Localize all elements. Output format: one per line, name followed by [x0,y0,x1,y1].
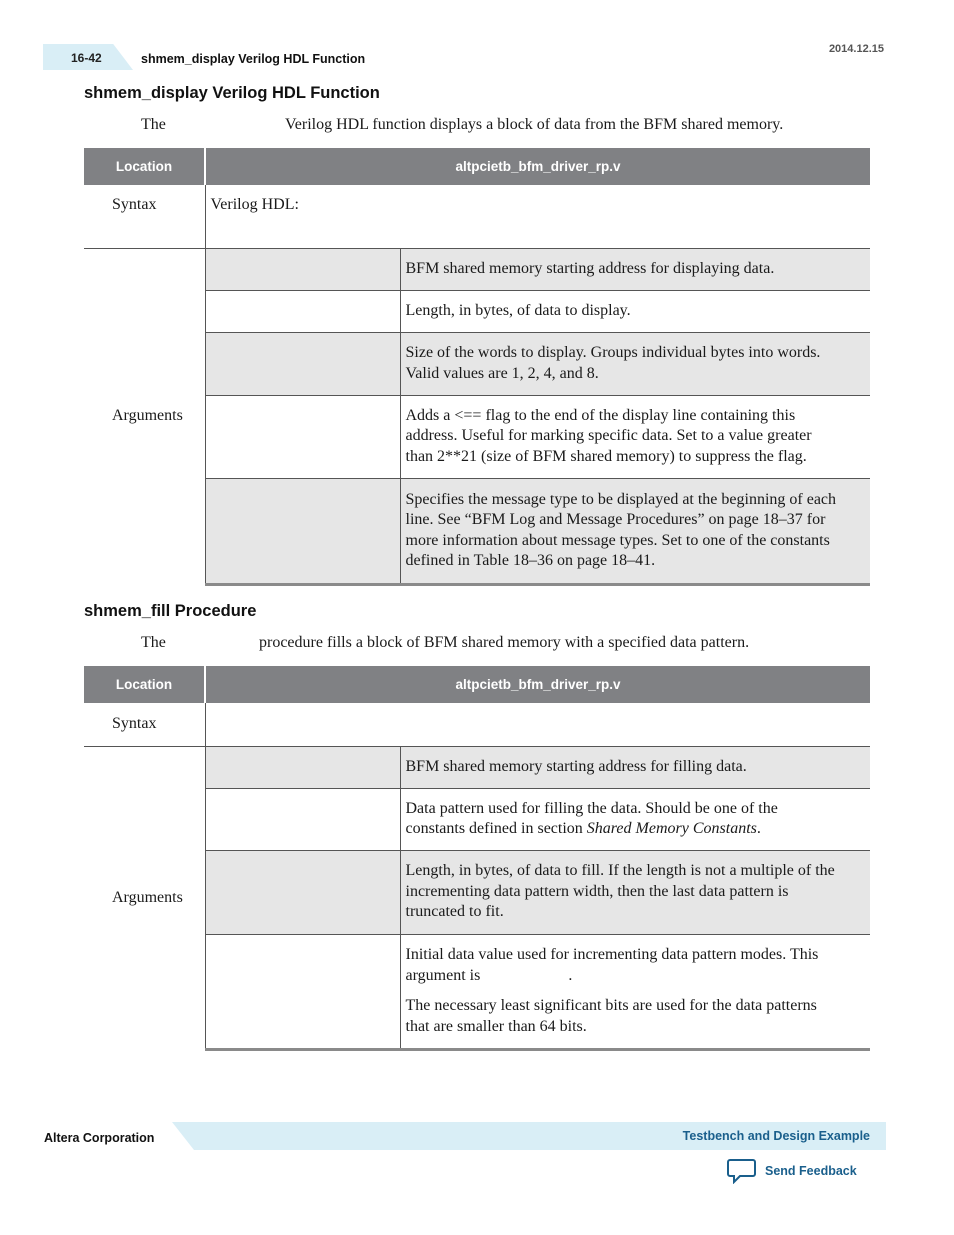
location-row [84,148,870,185]
argument-name [205,332,400,395]
argument-row [84,746,870,788]
argument-name [205,395,400,478]
syntax-value [205,703,870,746]
location-value: altpcietb_bfm_driver_rp.v [205,148,870,185]
location-value: altpcietb_bfm_driver_rp.v [205,666,870,703]
argument-text-end: . [568,966,573,984]
intro-the: The [141,116,166,133]
arguments-label: Arguments [84,248,205,584]
running-title: shmem_display Verilog HDL Function [141,52,366,66]
argument-name [205,746,400,788]
send-feedback-label: Send Feedback [765,1164,857,1178]
syntax-row [84,703,870,746]
location-label: Location [84,148,205,185]
location-row [84,666,870,703]
intro-text: procedure fills a block of BFM shared memory with a specified data pattern. [259,634,750,651]
arguments-label: Arguments [84,746,205,1049]
intro-the: The [141,634,166,651]
argument-description: Adds a <== flag to the end of the display line containing this address. Useful for marking specific data. Set to a value greater than 2**21 (size of BFM shared memory) to suppress the flag. [400,395,870,478]
argument-row [84,248,870,290]
intro-text: Verilog HDL function displays a block of data from the BFM shared memory. [285,116,784,133]
location-label: Location [84,666,205,703]
argument-text: Initial data value used for incrementing data pattern modes. This argument is [405,946,819,984]
argument-name [205,934,400,1049]
section-reference: Shared Memory Constants [586,820,757,837]
syntax-value: Verilog HDL: [210,196,299,213]
company-name: Altera Corporation [44,1131,155,1145]
argument-description [400,788,870,850]
argument-name [205,290,400,332]
revision-date: 2014.12.15 [828,43,884,55]
syntax-row [84,185,870,248]
argument-text-end: . [756,820,761,837]
argument-name [205,248,400,290]
argument-text: Data pattern used for filling the data. Should be one of the constants defined in section [405,799,778,837]
argument-description: Size of the words to display. Groups individual bytes into words. Valid values are 1, 2, 4, and 8. [400,332,870,395]
syntax-label: Syntax [84,703,205,746]
shmem-display-table [84,148,870,586]
argument-description: Specifies the message type to be displayed at the beginning of each line. See “BFM Log and Message Procedures” on page 18–37 for more information about message types. Set to one of the constants defined in Table 18–36 on page 18–41. [400,478,870,584]
argument-description: Length, in bytes, of data to display. [400,290,870,332]
chapter-link[interactable]: Testbench and Design Example [682,1129,870,1143]
argument-name [205,788,400,850]
section-title: shmem_display Verilog HDL Function [84,84,380,102]
page-number: 16-42 [71,51,102,65]
section-title: shmem_fill Procedure [84,602,257,620]
argument-name [205,850,400,934]
send-feedback-link[interactable] [727,1158,857,1184]
argument-description: BFM shared memory starting address for displaying data. [400,248,870,290]
syntax-label: Syntax [84,185,205,248]
shmem-fill-table [84,666,870,1051]
argument-description: Length, in bytes, of data to fill. If the length is not a multiple of the incrementing data pattern width, then the last data pattern is truncated to fit. [400,850,870,934]
argument-description: BFM shared memory starting address for filling data. [400,746,870,788]
argument-description [400,934,870,1049]
speech-bubble-icon [727,1158,756,1184]
argument-name [205,478,400,584]
argument-note: The necessary least significant bits are used for the data patterns that are smaller than 64 bits. [405,997,817,1035]
